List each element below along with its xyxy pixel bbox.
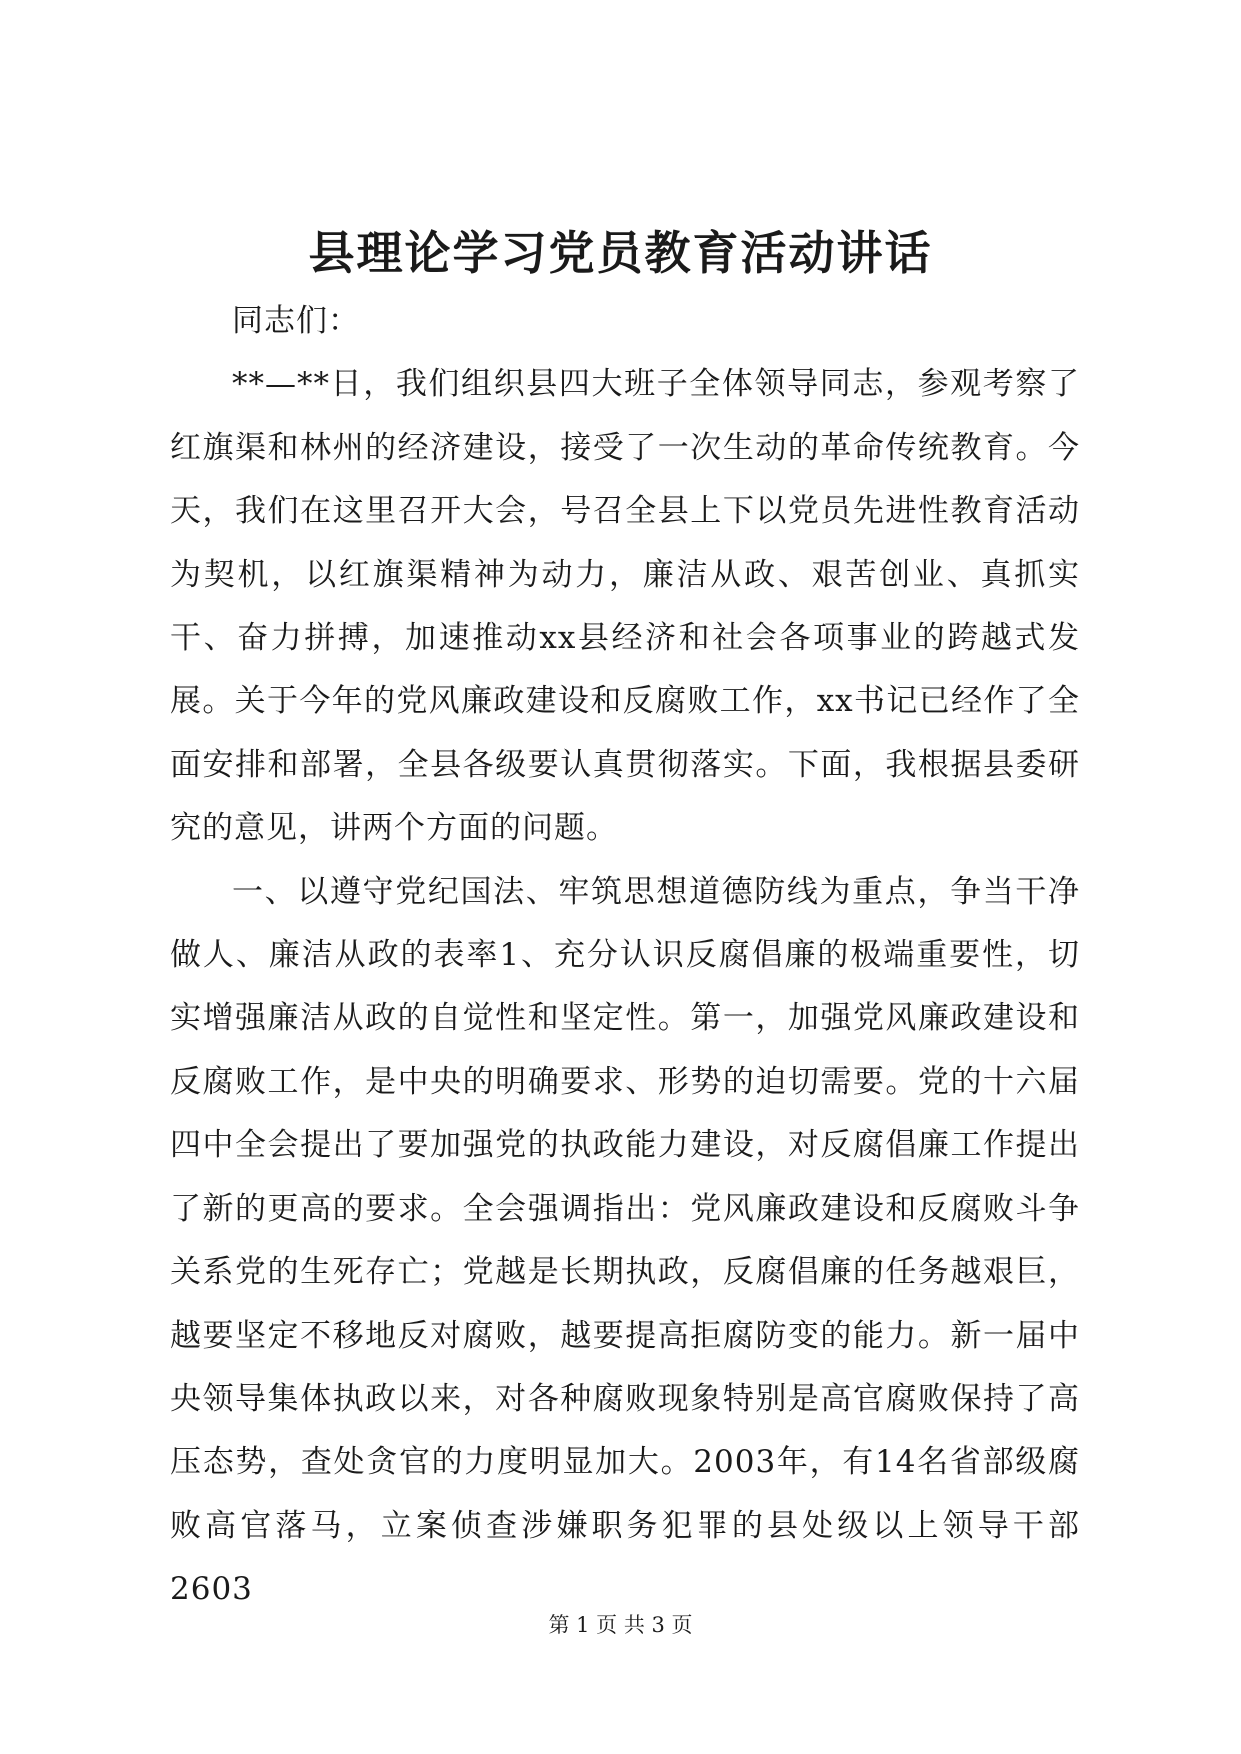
document-body	[170, 290, 1080, 1622]
document-title: 县理论学习党员教育活动讲话	[308, 226, 933, 280]
greeting: 同志们：	[232, 303, 360, 339]
page-indicator: 第 1 页 共 3 页	[548, 1613, 693, 1637]
paragraph-2: 一、以遵守党纪国法、牢筑思想道德防线为重点，争当干净做人、廉洁从政的表率1、充分认识反腐倡廉的极端重要性，切实增强廉洁从政的自觉性和坚定性。第一，加强党风廉政建设和反腐败工作，是中央的明确要求、形势的迫切需要。党的十六届四中全会提出了要加强党的执政能力建设，对反腐倡廉工作提出了新的更高的要求。全会强调指出：党风廉政建设和反腐败斗争关系党的生死存亡；党越是长期执政，反腐倡廉的任务越艰巨，越要坚定不移地反对腐败，越要提高拒腐防变的能力。新一届中央领导集体执政以来，对各种腐败现象特别是高官腐败保持了高压态势，查处贪官的力度明显加大。2003年，有14名省部级腐败高官落马，立案侦查涉嫌职务犯罪的县处级以上领导干部2603	[170, 873, 1080, 1608]
paragraph-1: **—**日，我们组织县四大班子全体领导同志，参观考察了红旗渠和林州的经济建设，接受了一次生动的革命传统教育。今天，我们在这里召开大会，号召全县上下以党员先进性教育活动为契机，以红旗渠精神为动力，廉洁从政、艰苦创业、真抓实干、奋力拼搏，加速推动xx县经济和社会各项事业的跨越式发展。关于今年的党风廉政建设和反腐败工作，xx书记已经作了全面安排和部署，全县各级要认真贯彻落实。下面，我根据县委研究的意见，讲两个方面的问题。	[170, 366, 1080, 847]
